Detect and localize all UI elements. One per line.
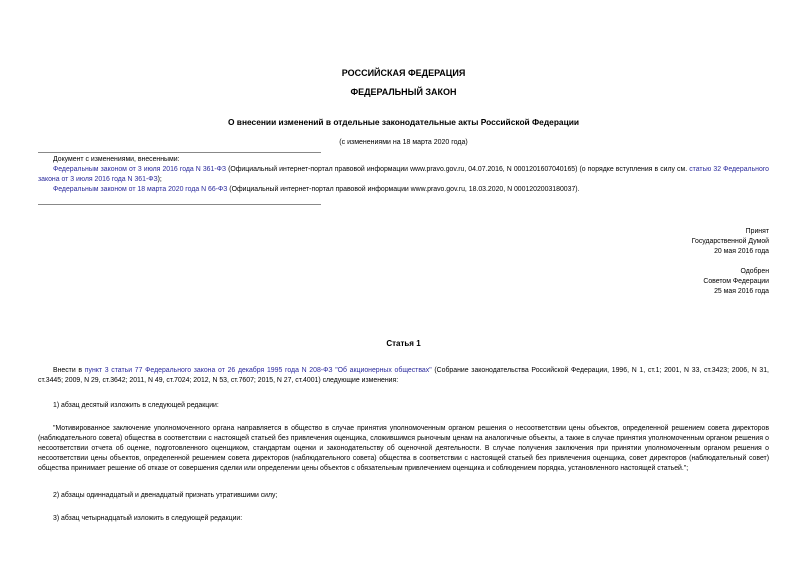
article-32-link[interactable]: статью 32 Федерального закона от 3 июля 2016 года N 361-ФЗ — [38, 166, 769, 183]
article-title: Статья 1 — [386, 339, 421, 348]
changes-item-1-end: ); — [157, 176, 162, 183]
article-quote — [38, 424, 769, 474]
edition-note: (с изменениями на 18 марта 2020 года) — [339, 139, 468, 146]
duma-date: 20 мая 2016 года — [714, 248, 769, 255]
changes-item-1-text: (Официальный интернет-портал правовой информации www.pravo.gov.ru, 04.07.2016, N 0001201607040165) (о порядке вступления в силу см. — [226, 166, 688, 173]
joint-stock-law-link[interactable]: пункт 3 статьи 77 Федерального закона от 26 декабря 1995 года N 208-ФЗ "Об акционерных обществах" — [84, 367, 432, 374]
changes-item-1 — [38, 165, 769, 185]
article-intro-pre: Внести в — [53, 367, 85, 374]
article-item-3-text: 3) абзац четырнадцатый изложить в следующей редакции: — [53, 515, 243, 522]
amending-law-link-361[interactable]: Федеральным законом от 3 июля 2016 года N 361-ФЗ — [53, 166, 227, 173]
article-item-1-text: 1) абзац десятый изложить в следующей редакции: — [53, 402, 219, 409]
council-approval — [703, 267, 769, 297]
law-type-heading: ФЕДЕРАЛЬНЫЙ ЗАКОН — [350, 87, 457, 97]
changes-item-2 — [38, 185, 769, 195]
changes-intro: Документ с изменениями, внесенными: — [53, 156, 180, 163]
duma-adoption — [692, 227, 769, 257]
duma-line-2: Государственной Думой — [691, 238, 769, 245]
changes-block — [38, 155, 769, 195]
council-line-1: Одобрен — [740, 268, 769, 275]
country-heading: РОССИЙСКАЯ ФЕДЕРАЦИЯ — [341, 68, 466, 78]
article-intro — [38, 366, 769, 386]
council-date: 25 мая 2016 года — [714, 288, 769, 295]
article-item-2 — [38, 491, 769, 501]
divider-bottom — [38, 204, 321, 205]
article-item-3 — [38, 514, 769, 524]
article-item-1 — [38, 401, 769, 411]
divider-top — [38, 152, 321, 153]
law-title: О внесении изменений в отдельные законодательные акты Российской Федерации — [227, 117, 580, 127]
duma-line-1: Принят — [745, 228, 769, 235]
article-item-2-text: 2) абзацы одиннадцатый и двенадцатый признать утратившими силу; — [53, 492, 278, 499]
article-quote-text: "Мотивированное заключение уполномоченного органа направляется в общество в случае принятия уполномоченным органом решения о несоответствии цены объектов, определенной решением совета директоров (наблюдательного совета) общества в соответствии с настоящей статьей без привлечения оценщика, сложившимся рыночным ценам на аналогичные объекты, а также в случае принятия уполномоченным органом решения о несоответствии отчета об оценке, подготовленного оценщиком, стандартам оценки и законодательству об оценочной деятельности. В случае получения заключения при принятии уполномоченным органом решения о несоответствии цены объектов, определенной решением совета директоров (наблюдательного совета) общества в соответствии с настоящей статьей без привлечения оценщика, совет директоров (наблюдательный совет) общества принимает решение об отказе от совершения сделки или определении цены объектов с обязательным привлечением оценщика и соблюдением порядка, установленного настоящей статьей."; — [38, 425, 769, 472]
changes-item-2-text: (Официальный интернет-портал правовой информации www.pravo.gov.ru, 18.03.2020, N 0001202003180037). — [227, 186, 580, 193]
amending-law-link-66[interactable]: Федеральным законом от 18 марта 2020 года N 66-ФЗ — [53, 186, 228, 193]
article-intro-post: (Собрание законодательства Российской Федерации, 1996, N 1, ст.1; 2001, N 33, ст.3423; 2006, N 31, ст.3445; 2009, N 29, ст.3642; 2011, N 49, ст.7024; 2012, N 53, ст.7607; 2015, N 27, ст.4001) следующие изменения: — [38, 367, 769, 384]
council-line-2: Советом Федерации — [703, 278, 769, 285]
